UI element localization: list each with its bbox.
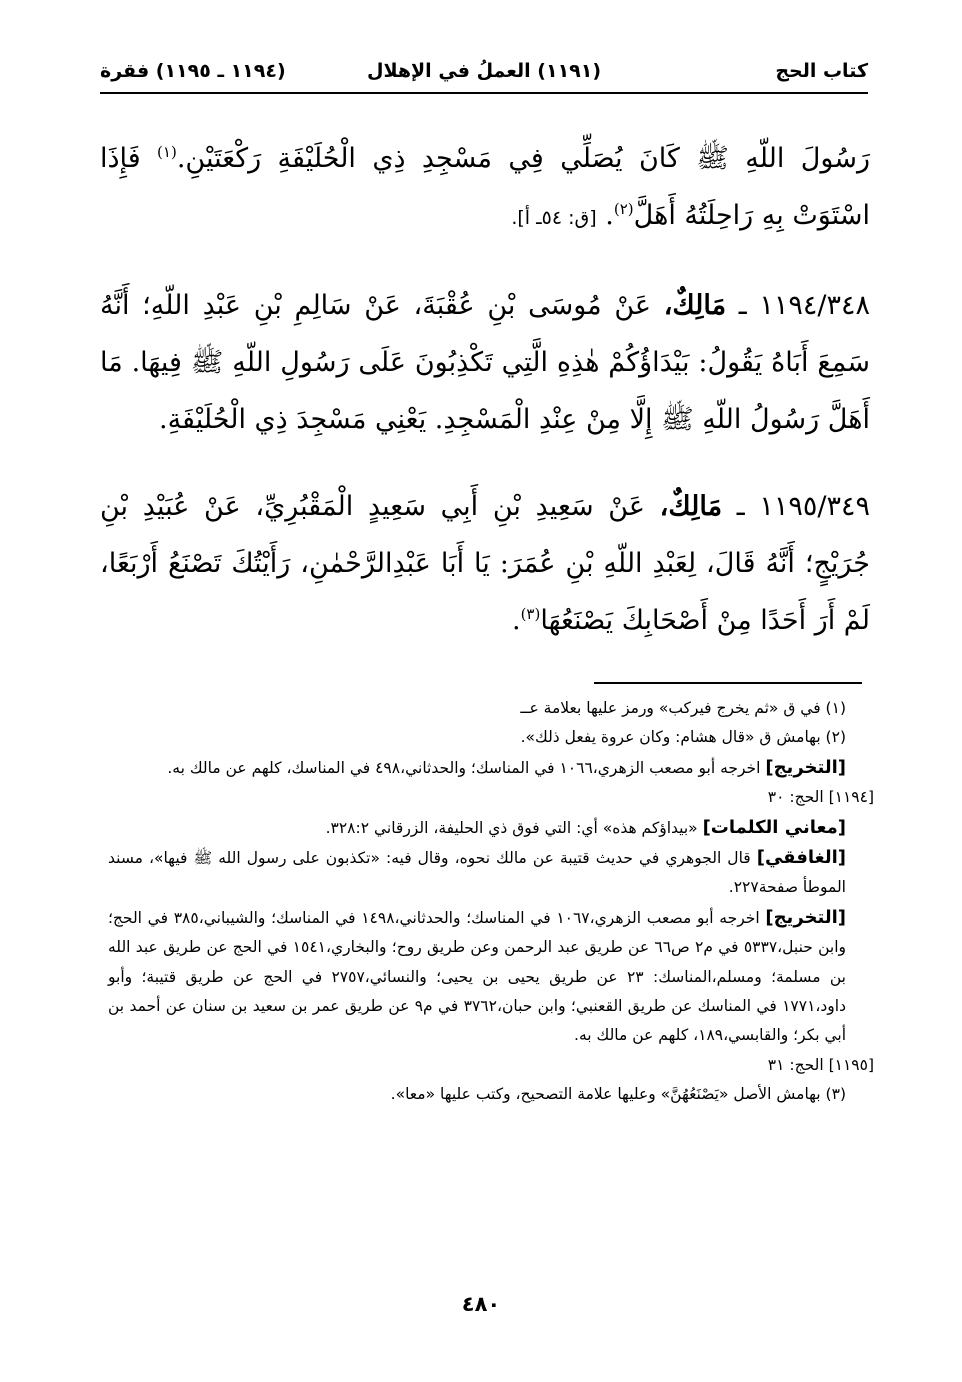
continuation-text-2: فَإِذَا اسْتَوَتْ بِهِ رَاحِلَتُهُ أَهَلَّ (100, 143, 870, 231)
footnote-divider (594, 682, 862, 684)
paragraph-range: (١١٩٤ ـ ١١٩٥) فقرة (100, 60, 286, 82)
continuation-text: رَسُولَ اللّهِ ﷺ كَانَ يُصَلِّي فِي مَسْجِدِ ذِي الْحُلَيْفَةِ رَكْعَتَيْنِ. (176, 143, 870, 174)
footnote-ref-1[interactable]: (١) (157, 143, 177, 161)
narrator-name: مَالِكٌ، (663, 290, 727, 321)
footnotes (108, 694, 874, 1110)
section-label-1194: [١١٩٤] الحج: ٣٠ (767, 788, 874, 807)
hadith-number: ١١٩٥/٣٤٩ (759, 491, 870, 522)
hadith-1194: ١١٩٤/٣٤٨ ـ مَالِكٌ، عَنْ مُوسَى بْنِ عُقْبَةَ، عَنْ سَالِمِ بْنِ عَبْدِ اللّهِ؛ أَنَّهُ سَمِعَ أَبَاهُ يَقُولُ: بَيْدَاؤُكُمْ هٰذِهِ الَّتِي تَكْذِبُونَ عَلَى رَسُولِ اللّهِ ﷺ فِيهَا. مَا أَهَلَّ رَسُولُ اللّهِ ﷺ إِلَّا مِنْ عِنْدِ الْمَسْجِدِ. يَعْنِي مَسْجِدَ ذِي الْحُلَيْفَةِ. (100, 290, 871, 435)
ghafiqi-tag: [الغافقي] (756, 847, 846, 869)
page-number: ٤٨٠ (461, 1292, 501, 1316)
narrator-name: مَالِكٌ، (659, 491, 723, 522)
hadith-number: ١١٩٤/٣٤٨ (759, 290, 871, 321)
hadith-text: عَنْ سَعِيدِ بْنِ أَبِي سَعِيدٍ الْمَقْبُرِيِّ، عَنْ عُبَيْدِ بْنِ جُرَيْجٍ؛ أَنَّهُ قَالَ، لِعَبْدِ اللّهِ بْنِ عُمَرَ: يَا أَبَا عَبْدِالرَّحْمٰنِ، رَأَيْتُكَ تَصْنَعُ أَرْبَعًا، لَمْ أَرَ أَحَدًا مِنْ أَصْحَابِكَ يَصْنَعُهَا (100, 491, 870, 636)
takhrij-note-1 (108, 753, 874, 783)
section-label-1195: [١١٩٥] الحج: ٣١ (767, 1055, 874, 1074)
continuation-paragraph: رَسُولَ اللّهِ ﷺ كَانَ يُصَلِّي فِي مَسْجِدِ ذِي الْحُلَيْفَةِ رَكْعَتَيْنِ.$^{(١)}$ فَإِذَا اسْتَوَتْ بِهِ رَاحِلَتُهُ أَهَلَّ$^{(٢)}$. [ق: ٥٤ـ أ]. (100, 143, 870, 231)
takhrij-tag: [التخريج] (765, 906, 846, 928)
takhrij-tag: [التخريج] (765, 756, 846, 778)
maani-text: «بيداؤكم هذه» أي: التي فوق ذي الحليفة، الزرقاني ٣٢٨:٢. (325, 818, 703, 837)
takhrij-note-2 (108, 903, 874, 1051)
takhrij-text: اخرجه أبو مصعب الزهري،١٠٦٧ في المناسك؛ والحدثاني،١٤٩٨ في المناسك؛ والشيباني،٣٨٥ في الحج؛ وابن حنبل،٥٣٣٧ في م٢ ص٦٦ عن طريق عبد الرحمن وعن طريق روح؛ والبخاري،١٥٤١ في الحج عن طريق عبد الله بن مسلمة؛ ومسلم،المناسك: ٢٣ عن طريق يحيى بن يحيى؛ والنسائي،٢٧٥٧ في الحج عن طريق قتيبة؛ وأبو داود،١٧٧١ في المناسك عن طريق القعنبي؛ وابن حبان،٣٧٦٢ في م٩ عن طريق عمر بن سعيد بن سنان عن أحمد بن أبي بكر؛ والقابسي،١٨٩، كلهم عن مالك به. (108, 908, 847, 1045)
takhrij-text: اخرجه أبو مصعب الزهري،١٠٦٦ في المناسك؛ والحدثاني،٤٩٨ في المناسك، كلهم عن مالك به. (167, 758, 766, 777)
footnote-ref-3[interactable]: (٣) (520, 605, 541, 623)
footnote-3: (٣) بهامش الأصل «يَصْنَعُهُنَّ» وعليها علامة التصحيح، وكتب عليها «معا». (390, 1085, 846, 1104)
running-header (100, 52, 868, 94)
main-text (100, 130, 870, 679)
maani-note (108, 813, 874, 843)
book-title: كتاب الحج (775, 60, 868, 82)
footnote-1: (١) في ق «ثم يخرج فيركب» ورمز عليها بعلامة عــ (520, 699, 846, 717)
ghafiqi-note (108, 843, 874, 903)
hadith-text: عَنْ مُوسَى بْنِ عُقْبَةَ، عَنْ سَالِمِ بْنِ عَبْدِ اللّهِ؛ أَنَّهُ سَمِعَ أَبَاهُ يَقُولُ: بَيْدَاؤُكُمْ هٰذِهِ الَّتِي تَكْذِبُونَ عَلَى رَسُولِ اللّهِ ﷺ فِيهَا. مَا أَهَلَّ رَسُولُ اللّهِ ﷺ إِلَّا مِنْ عِنْدِ الْمَسْجِدِ. يَعْنِي مَسْجِدَ ذِي الْحُلَيْفَةِ. (100, 290, 870, 435)
footnote-2: (٢) بهامش ق «قال هشام: وكان عروة يفعل ذلك». (520, 728, 846, 747)
maani-tag: [معاني الكلمات] (702, 816, 846, 838)
chapter-title: (١١٩١) العملُ في الإهلال (366, 60, 602, 82)
ghafiqi-text: قال الجوهري في حديث قتيبة عن مالك نحوه، وقال فيه: «تكذبون على رسول الله ﷺ فيها»، مسند الموطأ صفحة٢٢٧. (108, 849, 846, 897)
hadith-end: . (511, 605, 521, 636)
manuscript-ref: [ق: ٥٤ـ أ]. (511, 207, 597, 229)
footnote-ref-2[interactable]: (٢) (613, 200, 634, 218)
hadith-1195: ١١٩٥/٣٤٩ ـ مَالِكٌ، عَنْ سَعِيدِ بْنِ أَبِي سَعِيدٍ الْمَقْبُرِيِّ، عَنْ عُبَيْدِ بْنِ جُرَيْجٍ؛ أَنَّهُ قَالَ، لِعَبْدِ اللّهِ بْنِ عُمَرَ: يَا أَبَا عَبْدِالرَّحْمٰنِ، رَأَيْتُكَ تَصْنَعُ أَرْبَعًا، لَمْ أَرَ أَحَدًا مِنْ أَصْحَابِكَ يَصْنَعُهَا$^{(٣)}$. (100, 491, 870, 636)
